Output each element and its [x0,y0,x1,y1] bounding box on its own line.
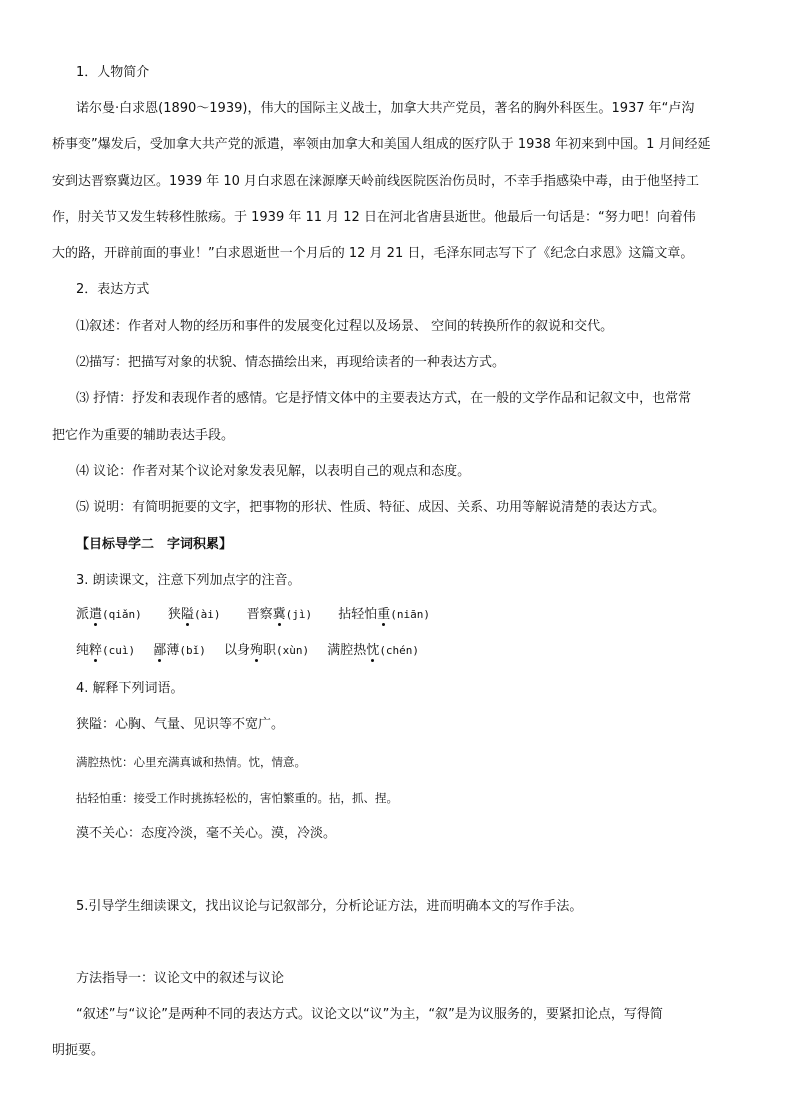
bio-line-3: 安到达晋察冀边区。1939 年 10 月白求恩在涞源摩天岭前线医院医治伤员时，不幸手指感染中毒，由于他坚持工 [52,174,700,189]
pronunciation-item: 鄙薄(bǐ) [153,643,206,658]
bio-line-2: 桥事变”爆发后，受加拿大共产党的派遣，率领由加拿大和美国人组成的医疗队于 1938 年初来到中国。1 月间经延 [52,137,711,152]
expression-item-5: ⑸ 说明：有简明扼要的文字，把事物的形状、性质、特征、成因、关系、功用等解说清楚的表达方式。 [76,500,666,515]
pronunciation-item: 派遣(qiǎn) [76,607,142,622]
expression-item-2: ⑵描写：把描写对象的状貌、情态描绘出来，再现给读者的一种表达方式。 [76,355,506,370]
bio-line-4: 作，肘关节又发生转移性脓疡。于 1939 年 11 月 12 日在河北省唐县逝世。他最后一句话是：“努力吧！向着伟 [52,210,696,225]
expression-item-1: ⑴叙述：作者对人物的经历和事件的发展变化过程以及场景、 空间的转换所作的叙说和交代。 [76,319,614,334]
pronunciation-item: 以身殉职(xùn) [223,643,310,658]
pronunciation-heading: 3. 朗读课文，注意下列加点字的注音。 [76,573,301,588]
method-line-1: “叙述”与“议论”是两种不同的表达方式。议论文以“议”为主，“叙”是为议服务的，要紧扣论点，写得简 [76,1007,663,1022]
pronunciation-row-2 [76,642,419,660]
vocab-item-2: 满腔热忱：心里充满真诚和热情。忱，情意。 [76,755,306,769]
expression-item-3: ⑶ 抒情：抒发和表现作者的感情。它是抒情文体中的主要表达方式，在一般的文学作品和记叙文中，也常常 [76,391,692,406]
vocab-item-1: 狭隘：心胸、气量、见识等不宽广。 [76,717,285,732]
pronunciation-item: 纯粹(cuì) [76,643,136,658]
bio-heading: 1．人物简介 [76,65,150,80]
method-heading: 方法指导一：议论文中的叙述与议论 [76,971,285,986]
method-line-2: 明扼要。 [52,1043,105,1058]
expression-heading: 2．表达方式 [76,282,150,297]
guide-5: 5.引导学生细读课文，找出议论与记叙部分，分析论证方法，进而明确本文的写作手法。 [76,899,583,914]
vocab-item-3: 拈轻怕重：接受工作时挑拣轻松的，害怕繁重的。拈，抓、捏。 [76,791,398,805]
expression-item-3-cont: 把它作为重要的辅助表达手段。 [52,428,235,443]
pronunciation-item: 拈轻怕重(niān) [338,607,431,622]
pronunciation-item: 狭隘(ài) [167,607,221,622]
expression-item-4: ⑷ 议论：作者对某个议论对象发表见解，以表明自己的观点和态度。 [76,464,471,479]
pronunciation-item: 满腔热忱(chén) [327,643,420,658]
bio-line-5: 大的路，开辟前面的事业！”白求恩逝世一个月后的 12 月 21 日，毛泽东同志写下了《纪念白求恩》这篇文章。 [52,246,694,261]
vocab-item-4: 漠不关心：态度冷淡，毫不关心。漠，冷淡。 [76,826,337,841]
vocab-heading: 4. 解释下列词语。 [76,681,184,696]
bio-line-1: 诺尔曼·白求恩(1890～1939)，伟大的国际主义战士，加拿大共产党员，著名的胸外科医生。1937 年“卢沟 [76,101,695,116]
pronunciation-row-1 [76,606,430,624]
target2-heading: 【目标导学二 字词积累】 [76,537,233,552]
pronunciation-item: 晋察冀(jì) [246,607,313,622]
